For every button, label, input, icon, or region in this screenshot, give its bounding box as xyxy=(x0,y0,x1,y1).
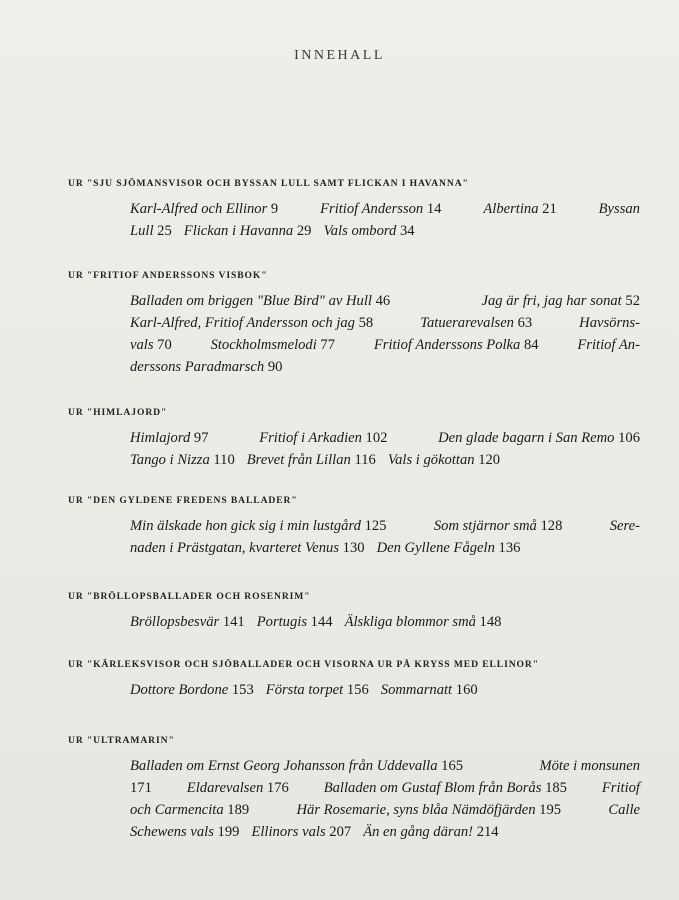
toc-entry xyxy=(481,290,640,312)
entry-title: Här Rosemarie, syns blåa Nämdöfjärden xyxy=(296,802,536,818)
toc-entry xyxy=(247,449,376,471)
page-number: 207 xyxy=(325,824,352,840)
page-number: 171 xyxy=(130,780,152,796)
toc-entry xyxy=(266,679,369,701)
toc-entry xyxy=(130,334,172,356)
page-number: 199 xyxy=(213,824,240,840)
page-number: 63 xyxy=(513,315,533,331)
section-heading: UR "DEN GYLDENE FREDENS BALLADER" xyxy=(68,495,298,506)
toc-entry xyxy=(130,515,386,537)
entry-title: Fritiof xyxy=(601,780,640,796)
page-number: 125 xyxy=(360,518,387,534)
toc-entry xyxy=(259,427,387,449)
page-number: 128 xyxy=(536,518,563,534)
toc-entry xyxy=(296,799,561,821)
page-title: INNEHALL xyxy=(294,48,385,63)
section-heading: UR "HIMLAJORD" xyxy=(68,407,168,418)
entry-title: Fritiof i Arkadien xyxy=(259,430,362,446)
toc-entry xyxy=(184,220,312,242)
entry-line xyxy=(130,515,640,537)
entry-title: Schewens vals xyxy=(130,824,214,840)
page-number: 77 xyxy=(316,337,336,353)
toc-entry xyxy=(610,515,640,537)
page-number: 165 xyxy=(437,758,464,774)
entry-title: naden i Prästgatan, kvarteret Venus xyxy=(130,540,340,556)
entry-title: Dottore Bordone xyxy=(130,682,229,698)
page-number: 21 xyxy=(538,201,557,217)
entry-title: Havsörns- xyxy=(579,315,640,331)
page-number: 116 xyxy=(350,452,376,468)
toc-entry xyxy=(130,427,209,449)
page-number: 14 xyxy=(423,201,442,217)
toc-entry xyxy=(438,427,640,449)
page-number: 214 xyxy=(473,824,499,840)
toc-entry xyxy=(211,334,335,356)
section-heading: UR "FRITIOF ANDERSSONS VISBOK" xyxy=(68,270,268,281)
toc-entry xyxy=(251,821,351,843)
toc-entry xyxy=(345,611,502,633)
entry-title: Första torpet xyxy=(265,682,344,698)
section-entries xyxy=(130,515,640,559)
entry-line xyxy=(130,821,640,843)
page-number: 148 xyxy=(475,614,502,630)
entry-title: Möte i monsunen xyxy=(539,758,640,774)
entry-title: Lull xyxy=(130,223,154,239)
toc-entry xyxy=(602,777,640,799)
entry-title: Fritiof Andersson xyxy=(320,201,424,217)
section-entries xyxy=(130,679,640,701)
entry-title: Den Gyllene Fågeln xyxy=(376,540,495,556)
toc-entry xyxy=(130,777,152,799)
entry-title: Balladen om Ernst Georg Johansson från Uddevalla xyxy=(130,758,438,774)
entry-title: Karl-Alfred, Fritiof Andersson och jag xyxy=(130,315,355,331)
toc-entry xyxy=(320,198,441,220)
entry-title: Vals i gökottan xyxy=(387,452,475,468)
toc-entry xyxy=(577,334,640,356)
entry-title: Älskliga blommor små xyxy=(344,614,476,630)
section-heading: UR "ULTRAMARIN" xyxy=(68,735,175,746)
entry-title: och Carmencita xyxy=(130,802,224,818)
page-number: 9 xyxy=(267,201,279,217)
entry-title: Jag är fri, jag har sonat xyxy=(481,293,622,309)
toc-entry xyxy=(257,611,333,633)
toc-entry xyxy=(539,755,640,777)
page-number: 153 xyxy=(228,682,254,698)
entry-line xyxy=(130,611,640,633)
entry-line xyxy=(130,449,640,471)
entry-title: Min älskade hon gick sig i min lustgård xyxy=(130,518,361,534)
entry-title: Portugis xyxy=(256,614,308,630)
entry-line xyxy=(130,537,640,559)
toc-entry xyxy=(130,449,235,471)
entry-title: Byssan xyxy=(598,201,640,217)
toc-entry xyxy=(483,198,556,220)
entry-line xyxy=(130,290,640,312)
toc-entry xyxy=(130,356,282,378)
toc-entry xyxy=(130,799,249,821)
page-number: 90 xyxy=(264,359,283,375)
toc-entry xyxy=(130,290,390,312)
entry-title: Sere- xyxy=(609,518,640,534)
page-number: 25 xyxy=(153,223,172,239)
page-number: 156 xyxy=(343,682,369,698)
entry-title: Eldarevalsen xyxy=(186,780,264,796)
entry-line xyxy=(130,356,640,378)
page-number: 34 xyxy=(396,223,415,239)
entry-line xyxy=(130,198,640,220)
section-entries xyxy=(130,198,640,242)
entry-title: Stockholmsmelodi xyxy=(210,337,317,353)
entry-title: Himlajord xyxy=(130,430,191,446)
toc-entry xyxy=(130,537,365,559)
toc-entry xyxy=(130,821,239,843)
entry-title: vals xyxy=(130,337,154,353)
toc-entry xyxy=(420,312,532,334)
entry-title: Ellinors vals xyxy=(251,824,326,840)
toc-entry xyxy=(388,449,500,471)
toc-entry xyxy=(130,611,245,633)
entry-title: Bröllopsbesvär xyxy=(130,614,220,630)
section-entries xyxy=(130,611,640,633)
page-number: 106 xyxy=(614,430,640,446)
page-number: 130 xyxy=(339,540,365,556)
page-number: 195 xyxy=(535,802,562,818)
page-number: 58 xyxy=(354,315,374,331)
toc-entry xyxy=(381,679,478,701)
entry-line xyxy=(130,334,640,356)
entry-title: Calle xyxy=(608,802,640,818)
entry-line xyxy=(130,427,640,449)
toc-entry xyxy=(130,198,278,220)
page-number: 189 xyxy=(223,802,250,818)
entry-line xyxy=(130,312,640,334)
toc-entry xyxy=(130,220,172,242)
page-number: 141 xyxy=(219,614,245,630)
entry-title: Tango i Nizza xyxy=(130,452,210,468)
entry-title: derssons Paradmarsch xyxy=(130,359,265,375)
entry-title: Som stjärnor små xyxy=(433,518,537,534)
section-entries xyxy=(130,427,640,471)
page-number: 160 xyxy=(452,682,478,698)
toc-entry xyxy=(608,799,640,821)
page-number: 70 xyxy=(153,337,172,353)
entry-title: Fritiof An- xyxy=(577,337,640,353)
entry-line xyxy=(130,777,640,799)
section-heading: UR "SJU SJÖMANSVISOR OCH BYSSAN LULL SAMT FLICKAN I HAVANNA" xyxy=(68,178,469,189)
entry-title: Albertina xyxy=(483,201,539,217)
section-entries xyxy=(130,755,640,843)
entry-title: Karl-Alfred och Ellinor xyxy=(130,201,268,217)
page-number: 29 xyxy=(293,223,312,239)
page-number: 120 xyxy=(474,452,501,468)
entry-title: Flickan i Havanna xyxy=(183,223,294,239)
entry-title: Brevet från Lillan xyxy=(246,452,351,468)
entry-title: Fritiof Anderssons Polka xyxy=(373,337,521,353)
section-entries xyxy=(130,290,640,378)
toc-entry xyxy=(363,821,498,843)
entry-line xyxy=(130,755,640,777)
toc-entry xyxy=(377,537,521,559)
toc-entry xyxy=(324,777,567,799)
page-number: 185 xyxy=(541,780,567,796)
entry-title: Vals ombord xyxy=(323,223,397,239)
page-number: 52 xyxy=(621,293,640,309)
toc-entry xyxy=(130,679,254,701)
entry-title: Sommarnatt xyxy=(380,682,453,698)
page-number: 46 xyxy=(371,293,391,309)
page-number: 84 xyxy=(520,337,539,353)
page-number: 102 xyxy=(361,430,388,446)
section-heading: UR "KÄRLEKSVISOR OCH SJÖBALLADER OCH VISORNA UR PÅ KRYSS MED ELLINOR" xyxy=(68,659,539,670)
entry-line xyxy=(130,679,640,701)
toc-entry xyxy=(374,334,539,356)
toc-entry xyxy=(599,198,640,220)
page-number: 136 xyxy=(494,540,521,556)
entry-line xyxy=(130,220,640,242)
entry-title: Balladen om Gustaf Blom från Borås xyxy=(323,780,542,796)
toc-entry xyxy=(130,755,463,777)
toc-entry xyxy=(579,312,640,334)
entry-title: Den glade bagarn i San Remo xyxy=(438,430,615,446)
page-number: 176 xyxy=(263,780,289,796)
page-number: 97 xyxy=(190,430,209,446)
toc-entry xyxy=(187,777,289,799)
section-heading: UR "BRÖLLOPSBALLADER OCH ROSENRIM" xyxy=(68,591,311,602)
entry-line xyxy=(130,799,640,821)
page-number: 144 xyxy=(307,614,333,630)
toc-entry xyxy=(323,220,414,242)
entry-title: Tatuerarevalsen xyxy=(420,315,514,331)
entry-title: Balladen om briggen "Blue Bird" av Hull xyxy=(130,293,372,309)
toc-entry xyxy=(434,515,563,537)
page-number: 110 xyxy=(209,452,235,468)
entry-title: Än en gång däran! xyxy=(363,824,474,840)
toc-entry xyxy=(130,312,373,334)
